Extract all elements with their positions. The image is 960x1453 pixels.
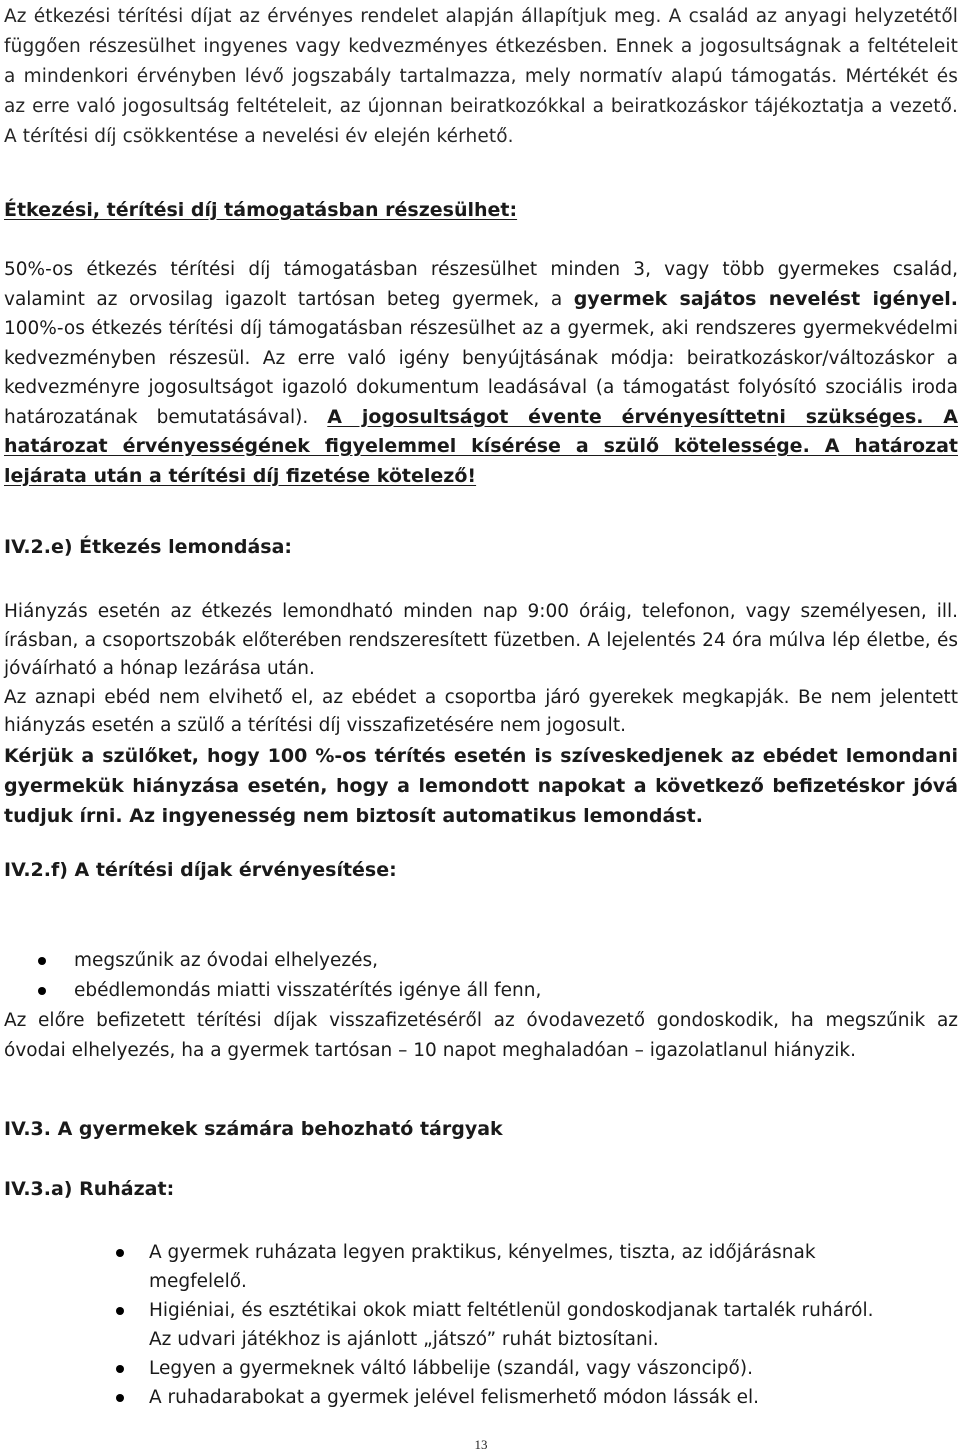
support-heading: Étkezési, térítési díj támogatásban részesülhet:	[4, 199, 518, 221]
bullet-icon	[116, 1394, 124, 1402]
list-item	[4, 1354, 958, 1383]
clothing-body	[4, 1238, 958, 1412]
enforce-paragraph: Az előre befizetett térítési díjak visszafizetéséről az óvodavezető gondoskodik, ha megszűnik az óvodai elhelyezés, ha a gyermek tartósan – 10 napot meghaladóan – igazolatlanul hiányzik.	[4, 1010, 958, 1061]
bullet-icon	[38, 987, 46, 995]
clothing-item-2: Higiéniai, és esztétikai okok miatt feltétlenül gondoskodjanak tartalék ruháról. Az udvari játékhoz is ajánlott „játszó” ruhát biztosítani.	[149, 1300, 874, 1350]
support-text-1: 50%-os étkezés térítési díj támogatásban részesülhet minden 3, vagy több gyermekes család, valamint az orvosilag igazolt tartósan beteg gyermek, a	[4, 259, 958, 310]
items-section	[4, 1115, 958, 1144]
items-heading: IV.3. A gyermekek számára behozható tárgyak	[4, 1118, 503, 1140]
support-special-needs: gyermek sajátos nevelést igényel.	[573, 287, 958, 310]
bullet-icon	[116, 1365, 124, 1373]
clothing-heading: IV.3.a) Ruházat:	[4, 1178, 175, 1200]
support-paragraph	[4, 255, 958, 491]
support-section	[4, 196, 958, 225]
support-body	[4, 255, 958, 491]
enforce-list	[4, 946, 958, 1006]
bullet-icon	[116, 1307, 124, 1315]
cancel-heading: IV.2.e) Étkezés lemondása:	[4, 536, 293, 558]
list-item	[4, 946, 958, 976]
clothing-item-4: A ruhadarabokat a gyermek jelével felismerhető módon lássák el.	[149, 1387, 759, 1408]
cancel-paragraph-3: Kérjük a szülőket, hogy 100 %-os térítés esetén is szíveskedjenek az ebédet lemondani gyermekük hiányzása esetén, hogy a lemondott napokat a következő befizetéskor jóvá tudjuk írni. Az ingyenesség nem biztosít automatikus lemondást.	[4, 744, 958, 827]
support-text-2: 100%-os étkezés térítési díj támogatásban részesülhet az a gyermek, aki rendszeres gyermekvédelmi kedvezményben részesül. Az erre való igény benyújtásának módja: beiratkozáskor/változáskor a kedvezményre jogosultságot igazoló dokumentum leadásával (a támogatást folyósító szociális iroda határozatának bemutatásával).	[4, 318, 958, 428]
cancel-paragraph-1: Hiányzás esetén az étkezés lemondható minden nap 9:00 óráig, telefonon, vagy személyesen, ill. írásban, a csoportszobák előterében rendszeresített füzetben. A lejelentés 24 óra múlva lép életbe, és jóváírható a hónap lezárása után.	[4, 601, 958, 679]
page-number: 13	[474, 1437, 488, 1452]
clothing-item-3: Legyen a gyermeknek váltó lábbelije (szandál, vagy vászoncipő).	[149, 1358, 753, 1379]
list-item	[4, 1383, 958, 1412]
clothing-section	[4, 1175, 958, 1204]
enforce-item-1: megszűnik az óvodai elhelyezés,	[74, 950, 379, 971]
clothing-item-1: A gyermek ruházata legyen praktikus, kényelmes, tiszta, az időjárásnak megfelelő.	[149, 1242, 816, 1292]
bullet-icon	[116, 1249, 124, 1257]
enforce-section	[4, 856, 958, 885]
cancel-body	[4, 598, 958, 831]
cancel-paragraph-2: Az aznapi ebéd nem elvihető el, az ebédet a csoportba járó gyerekek megkapják. Be nem jelentett hiányzás esetén a szülő a térítési díj visszafizetésére nem jogosult.	[4, 686, 958, 736]
enforce-body	[4, 946, 958, 1066]
list-item	[4, 976, 958, 1006]
bullet-icon	[38, 957, 46, 965]
intro-paragraph: Az étkezési térítési díjat az érvényes rendelet alapján állapítjuk meg. A család az anyagi helyzetétől függően részesülhet ingyenes vagy kedvezményes étkezésben. Ennek a jogosultságnak a feltételeit a mindenkori érvényben lévő jogszabály tartalmazza, mely normatív alapú támogatás. Mértékét és az erre való jogosultság feltételeit, az újonnan beiratkozókkal a beiratkozáskor tájékoztatja a vezető. A térítési díj csökkentése a nevelési év elején kérhető.	[4, 6, 958, 147]
cancel-section	[4, 533, 958, 562]
support-obligation-notice: A jogosultságot évente érvényesíttetni szükséges. A határozat érvényességének figyelemmel kísérése a szülő kötelessége. A határozat lejárata után a térítési díj fizetése kötelező!	[4, 405, 958, 487]
clothing-list	[4, 1238, 958, 1412]
list-item	[4, 1296, 958, 1354]
list-item	[4, 1238, 958, 1296]
enforce-item-2: ebédlemondás miatti visszatérítés igénye áll fenn,	[74, 980, 542, 1001]
enforce-heading: IV.2.f) A térítési díjak érvényesítése:	[4, 859, 397, 881]
